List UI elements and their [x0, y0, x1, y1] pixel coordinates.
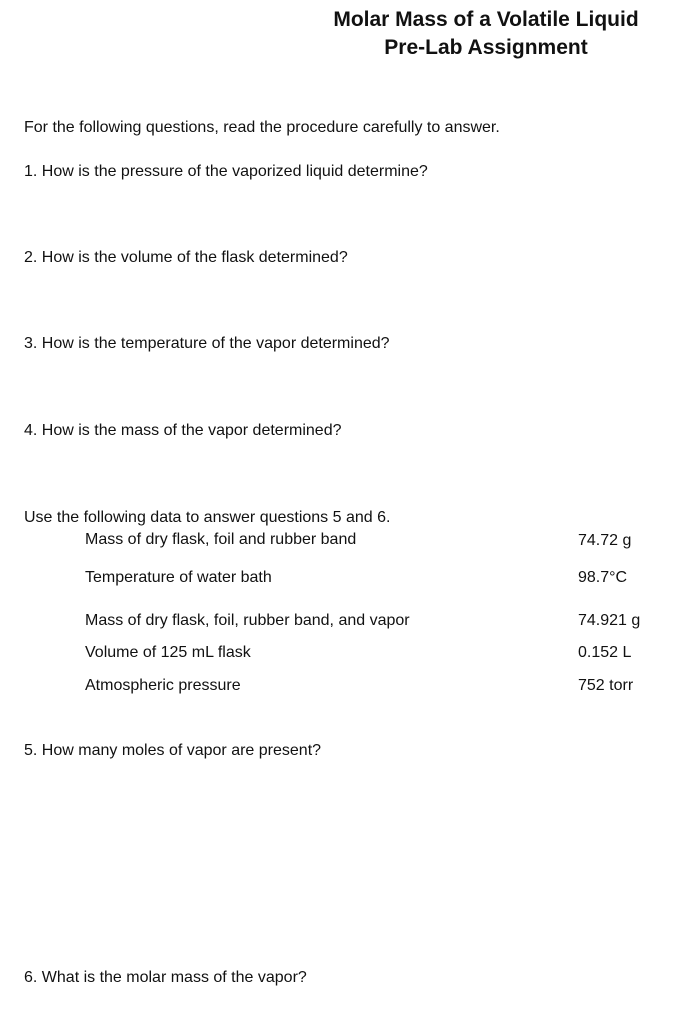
question-3: 3. How is the temperature of the vapor determined?: [24, 335, 390, 352]
question-1: 1. How is the pressure of the vaporized liquid determine?: [24, 163, 428, 180]
data-row-value: 0.152 L: [578, 644, 632, 661]
intro-text: For the following questions, read the procedure carefully to answer.: [24, 119, 500, 136]
data-row-label: Mass of dry flask, foil, rubber band, and vapor: [85, 612, 410, 629]
data-row-value: 98.7°C: [578, 569, 628, 586]
data-row-value: 74.72 g: [578, 532, 632, 549]
question-6: 6. What is the molar mass of the vapor?: [24, 969, 307, 986]
data-row-value: 752 torr: [578, 677, 634, 694]
data-row-label: Temperature of water bath: [85, 569, 272, 586]
data-row-label: Volume of 125 mL flask: [85, 644, 251, 661]
document-title: Molar Mass of a Volatile Liquid: [333, 8, 639, 31]
data-intro-text: Use the following data to answer questions 5 and 6.: [24, 509, 391, 526]
question-4: 4. How is the mass of the vapor determined?: [24, 422, 342, 439]
question-5: 5. How many moles of vapor are present?: [24, 742, 322, 759]
data-row-label: Mass of dry flask, foil and rubber band: [85, 531, 357, 548]
data-row-value: 74.921 g: [578, 612, 641, 629]
document-subtitle: Pre-Lab Assignment: [384, 36, 588, 59]
question-2: 2. How is the volume of the flask determined?: [24, 249, 348, 266]
data-row-label: Atmospheric pressure: [85, 677, 241, 694]
